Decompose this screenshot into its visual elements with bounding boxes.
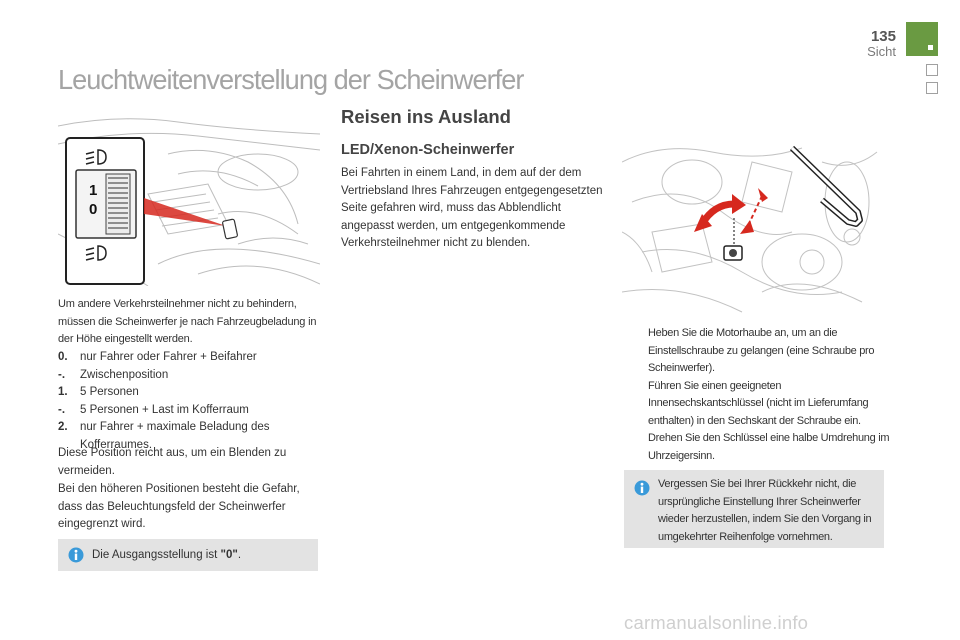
travel-paragraph: Bei Fahrten in einem Land, in dem auf der dem Vertriebsland Ihres Fahrzeugen entgegengesetzten Seite gefahren wird, muss das Abblendlicht angepasst werden, um entgegenkommende Verkehrsteilnehmer nicht zu blenden. xyxy=(341,167,603,249)
list-item xyxy=(622,378,892,431)
position-text: nur Fahrer + maximale Beladung des Kofferraumes. xyxy=(80,421,270,451)
info-text xyxy=(92,547,241,565)
position-key: 0. xyxy=(58,351,68,363)
list-item xyxy=(58,349,320,367)
info-text-prefix: Die Ausgangsstellung ist xyxy=(92,549,221,561)
position-text: nur Fahrer oder Fahrer + Beifahrer xyxy=(80,351,257,363)
list-item xyxy=(58,367,320,385)
load-position-list xyxy=(58,349,320,454)
adjustment-screw-icon xyxy=(724,246,742,260)
position-text: 5 Personen + Last im Kofferraum xyxy=(80,403,249,416)
subsection-heading: LED/Xenon-Scheinwerfer xyxy=(341,142,515,158)
chapter-tab-active[interactable] xyxy=(906,22,938,56)
rotation-arrow-head xyxy=(732,194,746,214)
info-box-default-position xyxy=(58,539,318,571)
step-text: Führen Sie einen geeigneten Innensechskantschlüssel (nicht im Lieferumfang enthalten) in den Sechskant der Schraube ein. xyxy=(648,379,869,427)
risk-paragraph: Bei den höheren Positionen besteht die Gefahr, dass das Beleuchtungsfeld der Scheinwerfer eingegrenzt wird. xyxy=(58,483,300,530)
page-number: 135 xyxy=(870,28,896,45)
list-item xyxy=(622,325,892,378)
step-text: Heben Sie die Motorhaube an, um an die Einstellschraube zu gelangen (eine Schraube pro Scheinwerfer). xyxy=(648,327,875,374)
checkbox-icon xyxy=(622,325,648,378)
info-text-suffix: . xyxy=(237,549,242,561)
section-name: Sicht xyxy=(867,44,896,59)
position-key: -. xyxy=(58,403,66,416)
headlamp-adjuster-illustration xyxy=(58,114,320,286)
info-box-reset-reminder xyxy=(624,470,884,548)
pointer-arrow xyxy=(144,198,226,226)
checkbox-icon xyxy=(622,378,648,431)
chapter-tab[interactable] xyxy=(926,82,938,94)
list-item xyxy=(58,402,320,420)
dial-label-zero: 0 xyxy=(89,201,98,218)
position-key: -. xyxy=(58,368,66,381)
position-key: 2. xyxy=(58,421,68,433)
step-text: Drehen Sie den Schlüssel eine halbe Umdrehung im Uhrzeigersinn. xyxy=(648,432,890,462)
position-text: Zwischenposition xyxy=(80,368,169,381)
section-heading: Reisen ins Ausland xyxy=(341,106,511,127)
page-title: Leuchtweitenverstellung der Scheinwerfer xyxy=(58,64,524,95)
info-icon xyxy=(634,480,650,496)
position-text: 5 Personen xyxy=(80,386,139,398)
headlamp-screw-illustration xyxy=(622,142,884,318)
position-key: 1. xyxy=(58,386,68,398)
intro-paragraph: Um andere Verkehrsteilnehmer nicht zu behindern, müssen die Scheinwerfer je nach Fahrzeugbeladung in der Höhe eingestellt werden. xyxy=(58,298,317,345)
watermark: carmanualsonline.info xyxy=(624,612,809,633)
list-item xyxy=(622,430,892,465)
checkbox-icon xyxy=(622,430,648,465)
glare-paragraph: Diese Position reicht aus, um ein Blenden zu vermeiden. xyxy=(58,447,287,477)
chapter-tab[interactable] xyxy=(926,64,938,76)
info-icon xyxy=(68,547,84,563)
dial-label-one: 1 xyxy=(89,182,98,199)
list-item xyxy=(58,384,320,402)
dashboard-drawing xyxy=(58,114,320,286)
chapter-tab-marker-icon xyxy=(928,45,933,50)
adjustment-steps-list xyxy=(622,325,892,465)
info-text-value: "0" xyxy=(220,549,238,561)
info-text: Vergessen Sie bei Ihrer Rückkehr nicht, die ursprüngliche Einstellung Ihrer Scheinwerfer wieder herzustellen, indem Sie den Vorgang in umgekehrter Reihenfolge vornehmen. xyxy=(658,478,872,543)
engine-bay-drawing xyxy=(622,142,884,318)
